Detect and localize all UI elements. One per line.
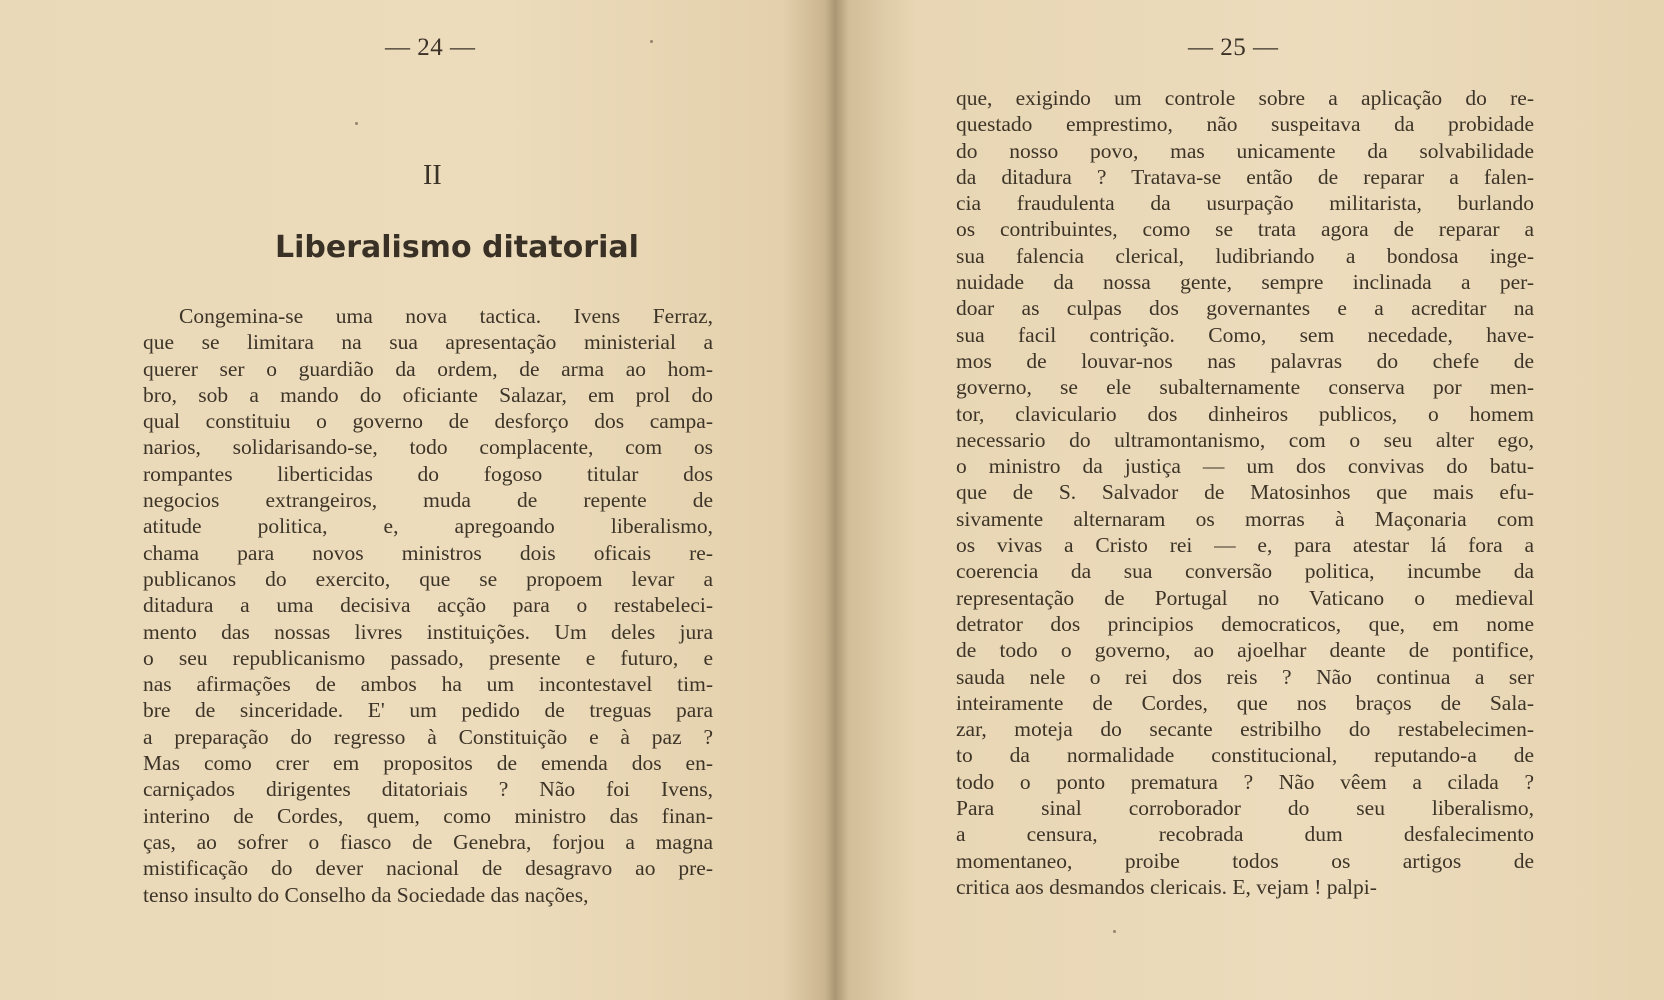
text-line: carniçados dirigentes ditatoriais ? Não foi Ivens, — [143, 777, 713, 802]
text-line: nuidade da nossa gente, sempre inclinada a per- — [956, 270, 1534, 295]
text-line: critica aos desmandos clericais. E, vejam ! palpi- — [956, 874, 1377, 899]
text-line: coerencia da sua conversão politica, incumbe da — [956, 559, 1534, 584]
text-line: questado emprestimo, não suspeitava da probidade — [956, 112, 1534, 137]
text-line: cia fraudulenta da usurpação militarista, burlando — [956, 191, 1534, 216]
text-line: Para sinal corroborador do seu liberalismo, — [956, 796, 1534, 821]
paper-speck — [650, 40, 653, 43]
text-line: os contribuintes, como se trata agora de reparar a — [956, 217, 1534, 242]
text-line: querer ser o guardião da ordem, de arma ao hom- — [143, 356, 713, 381]
body-text — [956, 85, 1534, 900]
text-line: mos de louvar-nos nas palavras do chefe de — [956, 348, 1534, 373]
text-line: tenso insulto do Conselho da Sociedade das nações, — [143, 882, 589, 907]
text-line: Congemina-se uma nova tactica. Ivens Ferraz, — [179, 304, 713, 328]
text-line: sua facil contrição. Como, sem necedade, have- — [956, 322, 1534, 347]
page-number: — 24 — — [385, 34, 476, 61]
paper-speck — [1113, 930, 1116, 933]
text-line: a preparação do regresso à Constituição e à paz ? — [143, 724, 713, 749]
text-line: qual constituiu o governo de desforço dos campa- — [143, 409, 713, 434]
text-line: atitude politica, e, apregoando liberalismo, — [143, 514, 713, 539]
text-line: interino de Cordes, quem, como ministro das finan- — [143, 803, 713, 828]
text-line: que, exigindo um controle sobre a aplicação do re- — [956, 86, 1534, 110]
body-text — [143, 303, 713, 908]
text-line: bre de sinceridade. E' um pedido de treguas para — [143, 698, 713, 723]
text-line: o seu republicanismo passado, presente e futuro, e — [143, 645, 713, 670]
text-line: chama para novos ministros dois oficais re- — [143, 540, 713, 565]
text-line: tor, claviculario dos dinheiros publicos, o homem — [956, 401, 1534, 426]
text-line: momentaneo, proibe todos os artigos de — [956, 848, 1534, 873]
chapter-number: II — [423, 160, 442, 191]
right-page — [836, 0, 1664, 1000]
text-line: zar, moteja do secante estribilho do restabelecimen- — [956, 717, 1534, 742]
text-line: de todo o governo, ao ajoelhar deante de pontifice, — [956, 638, 1534, 663]
text-line: sivamente alternaram os morras à Maçonaria com — [956, 506, 1534, 531]
text-line: o ministro da justiça — um dos convivas do batu- — [956, 454, 1534, 479]
text-line: Mas como crer em propositos de emenda dos en- — [143, 751, 713, 776]
text-line: to da normalidade constitucional, reputando-a de — [956, 743, 1534, 768]
text-line: os vivas a Cristo rei — e, para atestar lá fora a — [956, 533, 1534, 558]
text-line: a censura, recobrada dum desfalecimento — [956, 822, 1534, 847]
text-line: do nosso povo, mas unicamente da solvabilidade — [956, 138, 1534, 163]
text-line: bro, sob a mando do oficiante Salazar, em prol do — [143, 382, 713, 407]
text-line: negocios extrangeiros, muda de repente de — [143, 488, 713, 513]
text-line: ditadura a uma decisiva acção para o restabeleci- — [143, 593, 713, 618]
page-number: — 25 — — [1188, 34, 1279, 61]
text-line: mistificação do dever nacional de desagravo ao pre- — [143, 856, 713, 881]
text-line: detrator dos principios democraticos, que, em nome — [956, 611, 1534, 636]
text-line: mento das nossas livres instituições. Um deles jura — [143, 619, 713, 644]
text-line: todo o ponto prematura ? Não vêem a cilada ? — [956, 769, 1534, 794]
text-line: publicanos do exercito, que se propoem levar a — [143, 566, 713, 591]
text-line: rompantes liberticidas do fogoso titular dos — [143, 461, 713, 486]
paper-speck — [355, 122, 358, 125]
text-line: nas afirmações de ambos ha um incontestavel tim- — [143, 672, 713, 697]
chapter-title: Liberalismo ditatorial — [275, 230, 639, 265]
text-line: narios, solidarisando-se, todo complacente, com os — [143, 435, 713, 460]
text-line: da ditadura ? Tratava-se então de reparar a falen- — [956, 164, 1534, 189]
text-line: ças, ao sofrer o fiasco de Genebra, forjou a magna — [143, 829, 713, 854]
text-line: doar as culpas dos governantes e a acreditar na — [956, 296, 1534, 321]
text-line: governo, se ele subalternamente conserva por men- — [956, 375, 1534, 400]
text-line: inteiramente de Cordes, que nos braços de Sala- — [956, 690, 1534, 715]
text-line: sua falencia clerical, ludibriando a bondosa inge- — [956, 243, 1534, 268]
text-line: sauda nele o rei dos reis ? Não continua a ser — [956, 664, 1534, 689]
left-page — [0, 0, 825, 1000]
text-line: representação de Portugal no Vaticano o medieval — [956, 585, 1534, 610]
text-line: necessario do ultramontanismo, com o seu alter ego, — [956, 427, 1534, 452]
text-line: que de S. Salvador de Matosinhos que mais efu- — [956, 480, 1534, 505]
text-line: que se limitara na sua apresentação ministerial a — [143, 330, 713, 355]
